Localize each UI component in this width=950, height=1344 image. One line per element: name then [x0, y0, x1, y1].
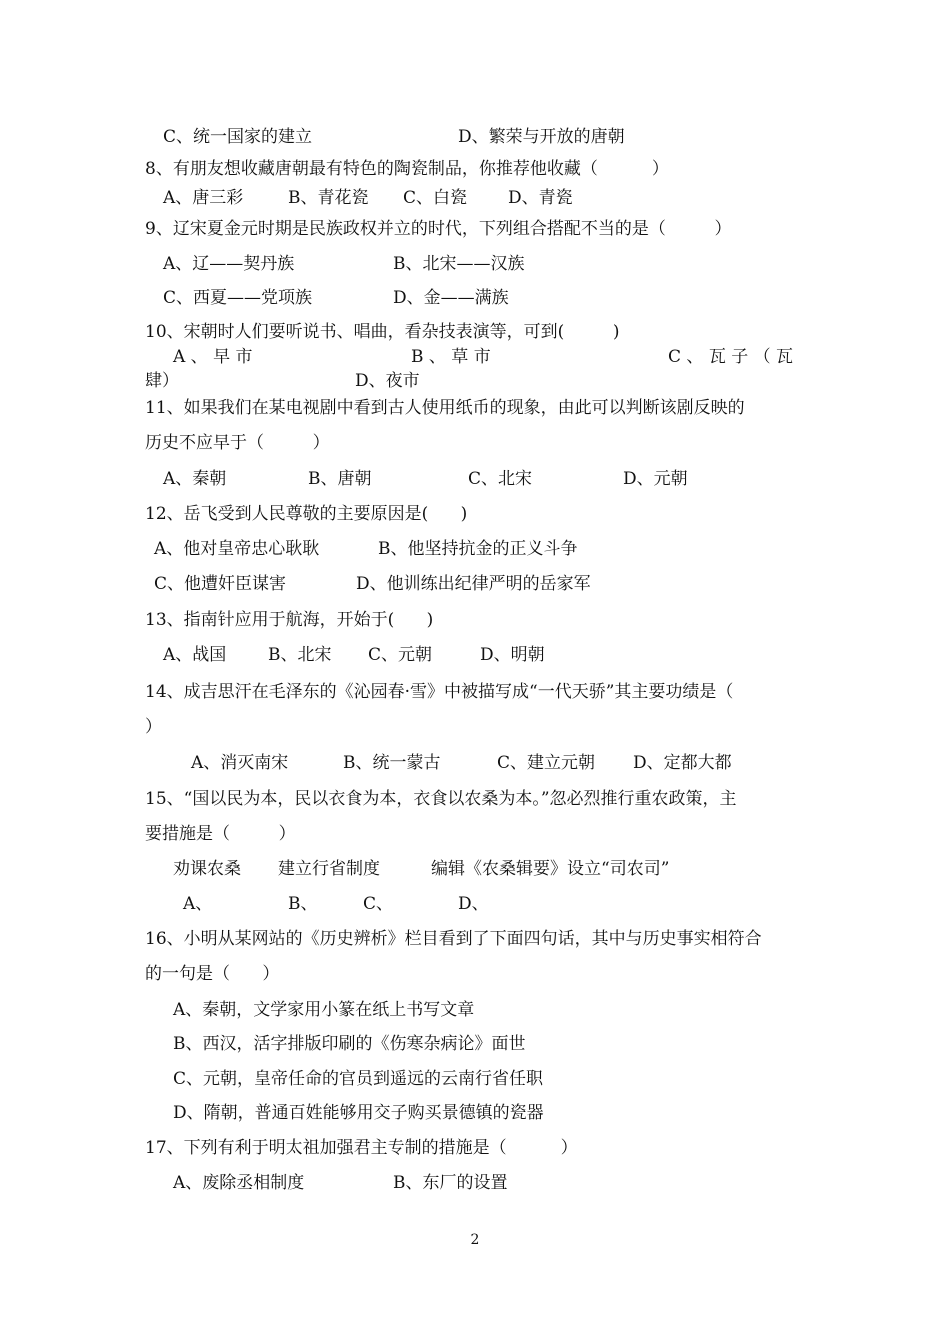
q8-option-c: C、白瓷: [403, 188, 468, 208]
q15-option-d: D、: [458, 894, 489, 914]
q16-option-d: D、隋朝，普通百姓能够用交子购买景德镇的瓷器: [173, 1103, 544, 1123]
q7-option-c: C、统一国家的建立: [163, 127, 313, 147]
q12-stem: 12、岳飞受到人民尊敬的主要原因是( ): [145, 504, 468, 524]
q11-stem: 11、如果我们在某电视剧中看到古人使用纸币的现象，由此可以判断该剧反映的: [145, 398, 745, 418]
q15-option-a: A、: [183, 894, 213, 914]
q8-option-b: B、青花瓷: [288, 188, 369, 208]
page-number: 2: [470, 1232, 480, 1248]
q13-option-a: A、战国: [163, 645, 227, 665]
q12-option-d: D、他训练出纪律严明的岳家军: [356, 574, 591, 594]
q12-option-a: A、他对皇帝忠心耿耿: [154, 539, 320, 559]
q7-option-d: D、繁荣与开放的唐朝: [458, 127, 625, 147]
q16-option-a: A、秦朝，文学家用小篆在纸上书写文章: [173, 1000, 475, 1020]
q14-option-a: A、消灭南宋: [191, 753, 289, 773]
q14-option-d: D、定都大都: [633, 753, 732, 773]
q10-stem: 10、宋朝时人们要听说书、唱曲，看杂技表演等，可到( ): [145, 322, 620, 342]
q15-stem-cont: 要措施是（ ）: [145, 824, 296, 844]
q13-option-d: D、明朝: [480, 645, 545, 665]
q15-measure-2: 建立行省制度: [278, 859, 380, 879]
q17-option-b: B、东厂的设置: [393, 1173, 508, 1193]
q9-option-c: C、西夏——党项族: [163, 288, 313, 308]
q11-option-c: C、北宋: [468, 469, 533, 489]
q11-stem-cont: 历史不应早于（ ）: [145, 433, 330, 453]
q8-stem: 8、有朋友想收藏唐朝最有特色的陶瓷制品，你推荐他收藏（ ）: [145, 159, 669, 179]
q12-option-c: C、他遭奸臣谋害: [154, 574, 287, 594]
q10-option-c: C 、 瓦 子 （ 瓦: [668, 347, 794, 367]
q10-option-c-cont: 肆）: [145, 371, 179, 391]
q12-option-b: B、他坚持抗金的正义斗争: [378, 539, 578, 559]
q16-option-c: C、元朝，皇帝任命的官员到遥远的云南行省任职: [173, 1069, 544, 1089]
q11-option-d: D、元朝: [623, 469, 688, 489]
q16-option-b: B、西汉，活字排版印刷的《伤寒杂病论》面世: [173, 1034, 526, 1054]
q9-option-b: B、北宋——汉族: [393, 254, 525, 274]
q9-stem: 9、辽宋夏金元时期是民族政权并立的时代，下列组合搭配不当的是（ ）: [145, 219, 732, 239]
q13-option-c: C、元朝: [368, 645, 433, 665]
q14-option-b: B、统一蒙古: [343, 753, 441, 773]
q14-option-c: C、建立元朝: [497, 753, 596, 773]
q14-stem-cont: ）: [145, 717, 162, 737]
q10-option-b: B 、 草 市: [411, 347, 491, 367]
q8-option-a: A、唐三彩: [163, 188, 244, 208]
q9-option-d: D、金——满族: [393, 288, 509, 308]
q10-option-d: D、夜市: [355, 371, 420, 391]
q16-stem: 16、小明从某网站的《历史辨析》栏目看到了下面四句话，其中与历史事实相符合: [145, 929, 762, 949]
q15-option-c: C、: [363, 894, 394, 914]
q8-option-d: D、青瓷: [508, 188, 573, 208]
q15-option-b: B、: [288, 894, 318, 914]
q13-stem: 13、指南针应用于航海，开始于( ): [145, 610, 434, 630]
q15-stem: 15、“国以民为本，民以衣食为本，衣食以农桑为本。”忽必烈推行重农政策，主: [145, 789, 737, 809]
q14-stem: 14、成吉思汗在毛泽东的《沁园春·雪》中被描写成“一代天骄”其主要功绩是（: [145, 682, 734, 702]
q15-measure-3: 编辑《农桑辑要》设立“司农司”: [431, 859, 670, 879]
q10-option-a: A 、 早 市: [173, 347, 253, 367]
q11-option-a: A、秦朝: [163, 469, 227, 489]
q9-option-a: A、辽——契丹族: [163, 254, 295, 274]
q17-stem: 17、下列有利于明太祖加强君主专制的措施是（ ）: [145, 1138, 578, 1158]
q17-option-a: A、废除丞相制度: [173, 1173, 305, 1193]
q11-option-b: B、唐朝: [308, 469, 372, 489]
q13-option-b: B、北宋: [268, 645, 332, 665]
q16-stem-cont: 的一句是（ ）: [145, 964, 280, 984]
q15-measure-1: 劝课农桑: [173, 859, 241, 879]
